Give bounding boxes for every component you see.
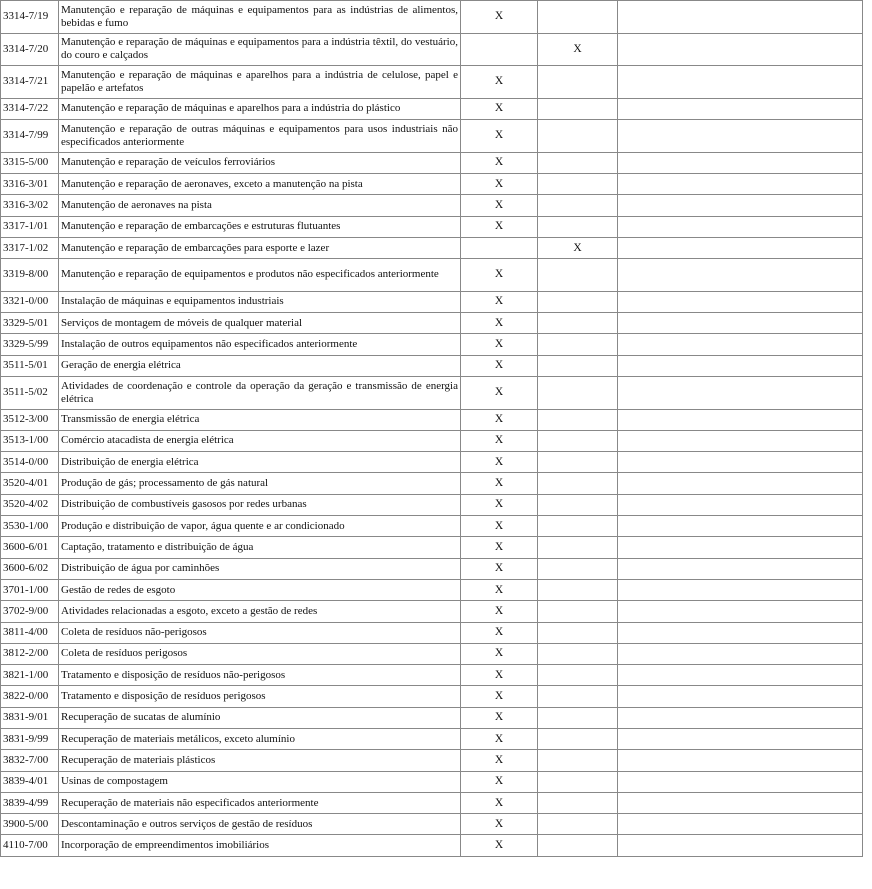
column-2-mark-cell — [538, 1, 618, 34]
column-1-mark-cell: X — [461, 98, 538, 119]
table-row — [1, 771, 863, 792]
column-3-mark-cell — [618, 622, 863, 643]
column-3-mark-cell — [618, 707, 863, 728]
activity-description-cell: Comércio atacadista de energia elétrica — [59, 430, 461, 451]
column-2-mark-cell — [538, 579, 618, 600]
activity-description-cell: Manutenção e reparação de embarcações e estruturas flutuantes — [59, 216, 461, 237]
table-row — [1, 430, 863, 451]
activity-code-cell: 3513-1/00 — [1, 430, 59, 451]
column-2-mark-cell — [538, 259, 618, 292]
column-1-mark-cell: X — [461, 601, 538, 622]
column-3-mark-cell — [618, 376, 863, 409]
table-row — [1, 33, 863, 66]
column-1-mark-cell: X — [461, 686, 538, 707]
column-1-mark-cell: X — [461, 558, 538, 579]
column-1-mark-cell: X — [461, 707, 538, 728]
column-3-mark-cell — [618, 579, 863, 600]
column-1-mark-cell: X — [461, 259, 538, 292]
column-1-mark-cell: X — [461, 643, 538, 664]
column-2-mark-cell — [538, 334, 618, 355]
column-3-mark-cell — [618, 334, 863, 355]
activity-code-cell: 3321-0/00 — [1, 291, 59, 312]
column-1-mark-cell: X — [461, 355, 538, 376]
column-2-mark-cell — [538, 120, 618, 153]
column-3-mark-cell — [618, 516, 863, 537]
activity-description-cell: Manutenção e reparação de máquinas e equipamentos para as indústrias de alimentos, bebidas e fumo — [59, 1, 461, 34]
activity-code-cell: 3900-5/00 — [1, 814, 59, 835]
column-3-mark-cell — [618, 473, 863, 494]
column-3-mark-cell — [618, 33, 863, 66]
column-1-mark-cell: X — [461, 120, 538, 153]
table-row — [1, 195, 863, 216]
activity-description-cell: Incorporação de empreendimentos imobiliários — [59, 835, 461, 856]
activity-code-cell: 3520-4/02 — [1, 494, 59, 515]
activity-code-cell: 3822-0/00 — [1, 686, 59, 707]
column-3-mark-cell — [618, 494, 863, 515]
activity-description-cell: Recuperação de materiais plásticos — [59, 750, 461, 771]
column-1-mark-cell: X — [461, 579, 538, 600]
column-2-mark-cell: X — [538, 33, 618, 66]
activity-description-cell: Manutenção e reparação de embarcações para esporte e lazer — [59, 237, 461, 258]
column-3-mark-cell — [618, 237, 863, 258]
activity-code-cell: 3839-4/01 — [1, 771, 59, 792]
activity-code-cell: 3314-7/22 — [1, 98, 59, 119]
activity-description-cell: Coleta de resíduos não-perigosos — [59, 622, 461, 643]
column-1-mark-cell: X — [461, 216, 538, 237]
activity-code-cell: 3329-5/01 — [1, 313, 59, 334]
activity-code-cell: 3514-0/00 — [1, 452, 59, 473]
activity-description-cell: Tratamento e disposição de resíduos perigosos — [59, 686, 461, 707]
activity-code-cell: 3600-6/02 — [1, 558, 59, 579]
column-1-mark-cell: X — [461, 409, 538, 430]
table-row — [1, 1, 863, 34]
column-1-mark-cell: X — [461, 792, 538, 813]
column-1-mark-cell: X — [461, 473, 538, 494]
column-1-mark-cell — [461, 237, 538, 258]
column-1-mark-cell: X — [461, 452, 538, 473]
column-3-mark-cell — [618, 558, 863, 579]
table-row — [1, 643, 863, 664]
column-3-mark-cell — [618, 1, 863, 34]
activity-description-cell: Manutenção e reparação de veículos ferroviários — [59, 152, 461, 173]
column-3-mark-cell — [618, 120, 863, 153]
table-row — [1, 537, 863, 558]
column-2-mark-cell — [538, 814, 618, 835]
column-2-mark-cell — [538, 622, 618, 643]
table-row — [1, 66, 863, 99]
column-2-mark-cell — [538, 452, 618, 473]
activity-code-cell: 3511-5/02 — [1, 376, 59, 409]
table-row — [1, 792, 863, 813]
table-row — [1, 98, 863, 119]
column-3-mark-cell — [618, 537, 863, 558]
column-2-mark-cell — [538, 494, 618, 515]
column-2-mark-cell — [538, 98, 618, 119]
table-row — [1, 601, 863, 622]
table-row — [1, 216, 863, 237]
column-2-mark-cell — [538, 665, 618, 686]
column-1-mark-cell: X — [461, 334, 538, 355]
activity-description-cell: Captação, tratamento e distribuição de água — [59, 537, 461, 558]
table-row — [1, 473, 863, 494]
column-2-mark-cell — [538, 291, 618, 312]
column-2-mark-cell — [538, 750, 618, 771]
table-row — [1, 291, 863, 312]
activity-description-cell: Descontaminação e outros serviços de gestão de resíduos — [59, 814, 461, 835]
column-2-mark-cell — [538, 835, 618, 856]
column-2-mark-cell — [538, 537, 618, 558]
activity-code-cell: 3511-5/01 — [1, 355, 59, 376]
activity-description-cell: Recuperação de sucatas de alumínio — [59, 707, 461, 728]
column-1-mark-cell: X — [461, 494, 538, 515]
table-row — [1, 313, 863, 334]
activity-description-cell: Distribuição de água por caminhões — [59, 558, 461, 579]
column-2-mark-cell — [538, 66, 618, 99]
activity-code-cell: 3314-7/21 — [1, 66, 59, 99]
column-1-mark-cell: X — [461, 665, 538, 686]
activity-code-cell: 3314-7/20 — [1, 33, 59, 66]
table-row — [1, 835, 863, 856]
column-2-mark-cell — [538, 313, 618, 334]
column-1-mark-cell: X — [461, 771, 538, 792]
table-row — [1, 259, 863, 292]
activity-code-cell: 3701-1/00 — [1, 579, 59, 600]
table-row — [1, 665, 863, 686]
column-3-mark-cell — [618, 750, 863, 771]
column-3-mark-cell — [618, 430, 863, 451]
column-1-mark-cell: X — [461, 728, 538, 749]
activity-description-cell: Gestão de redes de esgoto — [59, 579, 461, 600]
table-row — [1, 120, 863, 153]
column-1-mark-cell: X — [461, 835, 538, 856]
activity-code-cell: 3317-1/01 — [1, 216, 59, 237]
column-2-mark-cell — [538, 686, 618, 707]
activity-description-cell: Transmissão de energia elétrica — [59, 409, 461, 430]
column-2-mark-cell — [538, 409, 618, 430]
column-1-mark-cell: X — [461, 814, 538, 835]
column-2-mark-cell — [538, 516, 618, 537]
table-row — [1, 494, 863, 515]
column-3-mark-cell — [618, 771, 863, 792]
activity-code-cell: 4110-7/00 — [1, 835, 59, 856]
activity-description-cell: Manutenção de aeronaves na pista — [59, 195, 461, 216]
activity-description-cell: Manutenção e reparação de equipamentos e produtos não especificados anteriormente — [59, 259, 461, 292]
column-2-mark-cell — [538, 558, 618, 579]
activity-description-cell: Serviços de montagem de móveis de qualquer material — [59, 313, 461, 334]
activity-description-cell: Geração de energia elétrica — [59, 355, 461, 376]
table-row — [1, 452, 863, 473]
table-row — [1, 814, 863, 835]
activity-description-cell: Distribuição de energia elétrica — [59, 452, 461, 473]
activity-code-cell: 3520-4/01 — [1, 473, 59, 494]
activity-description-cell: Manutenção e reparação de máquinas e equipamentos para a indústria têxtil, do vestuário, do couro e calçados — [59, 33, 461, 66]
column-1-mark-cell: X — [461, 430, 538, 451]
table-row — [1, 173, 863, 194]
table-row — [1, 558, 863, 579]
column-1-mark-cell: X — [461, 750, 538, 771]
table-row — [1, 707, 863, 728]
activity-description-cell: Tratamento e disposição de resíduos não-perigosos — [59, 665, 461, 686]
column-3-mark-cell — [618, 152, 863, 173]
activity-code-cell: 3317-1/02 — [1, 237, 59, 258]
table-row — [1, 237, 863, 258]
table-row — [1, 376, 863, 409]
activity-code-cell: 3832-7/00 — [1, 750, 59, 771]
activity-description-cell: Manutenção e reparação de aeronaves, exceto a manutenção na pista — [59, 173, 461, 194]
column-3-mark-cell — [618, 355, 863, 376]
activity-code-cell: 3329-5/99 — [1, 334, 59, 355]
column-1-mark-cell: X — [461, 195, 538, 216]
activity-description-cell: Manutenção e reparação de outras máquinas e equipamentos para usos industriais não especificados anteriormente — [59, 120, 461, 153]
activity-code-cell: 3512-3/00 — [1, 409, 59, 430]
activity-code-cell: 3600-6/01 — [1, 537, 59, 558]
table-row — [1, 516, 863, 537]
column-3-mark-cell — [618, 291, 863, 312]
table-row — [1, 355, 863, 376]
activity-description-cell: Manutenção e reparação de máquinas e aparelhos para a indústria do plástico — [59, 98, 461, 119]
column-1-mark-cell: X — [461, 66, 538, 99]
column-1-mark-cell: X — [461, 173, 538, 194]
column-3-mark-cell — [618, 195, 863, 216]
table-row — [1, 686, 863, 707]
activity-description-cell: Manutenção e reparação de máquinas e aparelhos para a indústria de celulose, papel e papelão e artefatos — [59, 66, 461, 99]
column-2-mark-cell — [538, 792, 618, 813]
activity-description-cell: Coleta de resíduos perigosos — [59, 643, 461, 664]
column-2-mark-cell — [538, 601, 618, 622]
column-3-mark-cell — [618, 728, 863, 749]
activity-code-cell: 3811-4/00 — [1, 622, 59, 643]
column-2-mark-cell — [538, 643, 618, 664]
column-2-mark-cell — [538, 216, 618, 237]
column-3-mark-cell — [618, 835, 863, 856]
activity-code-cell: 3839-4/99 — [1, 792, 59, 813]
table-row — [1, 334, 863, 355]
table-row — [1, 152, 863, 173]
column-3-mark-cell — [618, 98, 863, 119]
activity-code-cell: 3314-7/99 — [1, 120, 59, 153]
column-3-mark-cell — [618, 259, 863, 292]
column-1-mark-cell: X — [461, 291, 538, 312]
column-3-mark-cell — [618, 313, 863, 334]
column-1-mark-cell: X — [461, 537, 538, 558]
column-1-mark-cell: X — [461, 152, 538, 173]
column-2-mark-cell — [538, 707, 618, 728]
activity-description-cell: Usinas de compostagem — [59, 771, 461, 792]
column-2-mark-cell — [538, 195, 618, 216]
activity-code-cell: 3316-3/01 — [1, 173, 59, 194]
column-3-mark-cell — [618, 665, 863, 686]
column-3-mark-cell — [618, 814, 863, 835]
activity-description-cell: Recuperação de materiais não especificados anteriormente — [59, 792, 461, 813]
column-3-mark-cell — [618, 643, 863, 664]
column-2-mark-cell — [538, 430, 618, 451]
activity-description-cell: Produção e distribuição de vapor, água quente e ar condicionado — [59, 516, 461, 537]
column-1-mark-cell: X — [461, 313, 538, 334]
column-3-mark-cell — [618, 173, 863, 194]
page-bottom-margin — [0, 862, 872, 889]
activity-description-cell: Instalação de outros equipamentos não especificados anteriormente — [59, 334, 461, 355]
activity-code-cell: 3831-9/99 — [1, 728, 59, 749]
column-2-mark-cell — [538, 473, 618, 494]
table-row — [1, 750, 863, 771]
column-1-mark-cell: X — [461, 622, 538, 643]
column-1-mark-cell — [461, 33, 538, 66]
column-3-mark-cell — [618, 409, 863, 430]
activity-code-cell: 3821-1/00 — [1, 665, 59, 686]
column-2-mark-cell — [538, 728, 618, 749]
column-2-mark-cell — [538, 355, 618, 376]
activity-code-cell: 3702-9/00 — [1, 601, 59, 622]
column-3-mark-cell — [618, 792, 863, 813]
column-3-mark-cell — [618, 686, 863, 707]
table-row — [1, 409, 863, 430]
activity-code-cell: 3530-1/00 — [1, 516, 59, 537]
column-3-mark-cell — [618, 66, 863, 99]
table-row — [1, 728, 863, 749]
column-2-mark-cell: X — [538, 237, 618, 258]
activity-description-cell: Distribuição de combustíveis gasosos por redes urbanas — [59, 494, 461, 515]
activity-code-cell: 3315-5/00 — [1, 152, 59, 173]
column-1-mark-cell: X — [461, 516, 538, 537]
activity-description-cell: Atividades de coordenação e controle da operação da geração e transmissão de energia elétrica — [59, 376, 461, 409]
activity-description-cell: Produção de gás; processamento de gás natural — [59, 473, 461, 494]
column-3-mark-cell — [618, 601, 863, 622]
activity-code-cell: 3812-2/00 — [1, 643, 59, 664]
column-2-mark-cell — [538, 771, 618, 792]
activity-code-cell: 3831-9/01 — [1, 707, 59, 728]
table-body — [1, 1, 863, 857]
activity-code-cell: 3319-8/00 — [1, 259, 59, 292]
column-1-mark-cell: X — [461, 1, 538, 34]
column-3-mark-cell — [618, 216, 863, 237]
activity-code-cell: 3314-7/19 — [1, 1, 59, 34]
activity-description-cell: Instalação de máquinas e equipamentos industriais — [59, 291, 461, 312]
table-row — [1, 622, 863, 643]
column-3-mark-cell — [618, 452, 863, 473]
column-1-mark-cell: X — [461, 376, 538, 409]
table-row — [1, 579, 863, 600]
activity-description-cell: Recuperação de materiais metálicos, exceto alumínio — [59, 728, 461, 749]
column-2-mark-cell — [538, 152, 618, 173]
column-2-mark-cell — [538, 173, 618, 194]
activity-description-cell: Atividades relacionadas a esgoto, exceto a gestão de redes — [59, 601, 461, 622]
column-2-mark-cell — [538, 376, 618, 409]
activity-code-cell: 3316-3/02 — [1, 195, 59, 216]
